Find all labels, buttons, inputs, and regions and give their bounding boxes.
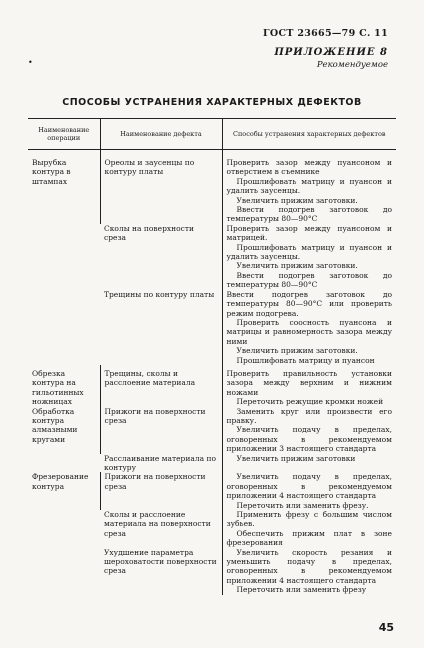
defect-cell: Сколы и расслоение материала на поверхности среза bbox=[104, 510, 211, 538]
remedy-line: Переточить режущие кромки ножей bbox=[236, 397, 384, 407]
remedy-cell bbox=[222, 548, 396, 595]
remedy-cell bbox=[222, 454, 396, 473]
column-header-defect: Наименование дефекта bbox=[100, 119, 222, 150]
defect-cell: Сколы на поверхности среза bbox=[104, 223, 194, 243]
remedy-line: Прошлифовать матрицу и пуансон и удалить заусенцы. bbox=[226, 242, 392, 262]
defect-cell: Ореолы и заусенцы по контуру платы bbox=[100, 150, 222, 224]
table-row bbox=[28, 150, 396, 224]
defects-table bbox=[28, 118, 396, 595]
remedy-line: Ввести подогрев заготовок до температуры 80—90°С bbox=[226, 270, 392, 290]
remedy-line: Обеспечить прижим плат в зоне фрезерования bbox=[226, 528, 392, 548]
defect-cell: Расслаивание материала по контуру bbox=[104, 453, 216, 472]
table-row bbox=[28, 407, 396, 454]
defect-cell: Прижоги на поверхности среза bbox=[100, 407, 222, 454]
appendix-title: ПРИЛОЖЕНИЕ 8 bbox=[274, 47, 388, 58]
defect-cell: Ухудшение параметра шероховатости поверхности среза bbox=[104, 547, 217, 576]
remedy-cell bbox=[222, 407, 396, 454]
remedy-cell bbox=[222, 290, 396, 365]
table-row bbox=[28, 369, 396, 407]
remedy-line: Заменить круг или произвести его правку. bbox=[226, 406, 392, 425]
remedy-line: Прошлифовать матрицу и пуансон bbox=[236, 355, 375, 365]
remedy-line: Ввести подогрев заготовок до температуры 80—90°С bbox=[226, 205, 392, 224]
remedy-line: Проверить зазор между пуансоном и отверстием в съемнике bbox=[226, 158, 392, 177]
remedy-line: Проверить правильность установки зазора между верхним и нижним ножами bbox=[226, 368, 392, 397]
remedy-line: Проверить соосность пуансона и матрицы и равномерность зазора между ними bbox=[226, 317, 392, 346]
defect-cell: Трещины, сколы и расслоение материала bbox=[100, 369, 222, 407]
remedy-line: Увеличить подачу в пределах, оговоренных в рекомендуемом приложении 3 настоящего стандарта bbox=[226, 425, 392, 454]
remedy-line: Увеличить скорость резания и уменьшить подачу в пределах, оговоренных в рекомендуемом приложении 4 настоящего стандарта bbox=[226, 547, 392, 585]
remedy-line: Проверить зазор между пуансоном и матрицей. bbox=[226, 223, 392, 243]
operation-cell: Вырубка контура в штампах bbox=[32, 158, 71, 186]
margin-mark: • bbox=[28, 58, 33, 67]
remedy-cell bbox=[222, 369, 396, 407]
remedy-line: Ввести подогрев заготовок до температуры 80—90°С или проверить режим подогрева. bbox=[226, 289, 392, 318]
remedy-line: Прошлифовать матрицу и пуансон и удалить заусенцы. bbox=[226, 176, 392, 196]
column-header-operation: Наименование операции bbox=[28, 119, 100, 150]
remedy-line: Переточить или заменить фрезу. bbox=[236, 500, 369, 510]
operation-cell: Обработка контура алмазными кругами bbox=[32, 406, 78, 444]
column-header-remedy: Способы устранения характерных дефектов bbox=[222, 119, 396, 150]
table-header-row bbox=[28, 119, 396, 150]
page-number: 45 bbox=[378, 621, 394, 634]
remedy-line: Увеличить прижим заготовки bbox=[236, 453, 356, 463]
defect-cell: Трещины по контуру платы bbox=[104, 289, 215, 299]
operation-cell: Фрезерование контура bbox=[32, 472, 89, 491]
remedy-line: Увеличить подачу в пределах, оговоренных в рекомендуемом приложении 4 настоящего стандарта bbox=[226, 472, 392, 501]
remedy-line: Переточить или заменить фрезу bbox=[236, 585, 367, 595]
remedy-line: Увеличить прижим заготовки. bbox=[236, 346, 358, 356]
remedy-line: Увеличить прижим заготовки. bbox=[236, 261, 358, 271]
remedy-line: Применить фрезу с большим числом зубьев. bbox=[226, 510, 392, 529]
remedy-cell bbox=[222, 150, 396, 224]
operation-cell: Обрезка контура на гильотинных ножницах bbox=[32, 368, 84, 407]
document-header: ГОСТ 23665—79 С. 11 bbox=[263, 28, 388, 39]
table-row bbox=[28, 472, 396, 510]
remedy-line: Увеличить прижим заготовки. bbox=[236, 195, 358, 205]
section-title: СПОСОБЫ УСТРАНЕНИЯ ХАРАКТЕРНЫХ ДЕФЕКТОВ bbox=[62, 97, 362, 108]
appendix-subtitle: Рекомендуемое bbox=[316, 60, 388, 70]
remedy-cell bbox=[222, 224, 396, 290]
remedy-cell bbox=[222, 510, 396, 548]
remedy-cell bbox=[222, 472, 396, 510]
defect-cell: Прижоги на поверхности среза bbox=[100, 472, 222, 510]
